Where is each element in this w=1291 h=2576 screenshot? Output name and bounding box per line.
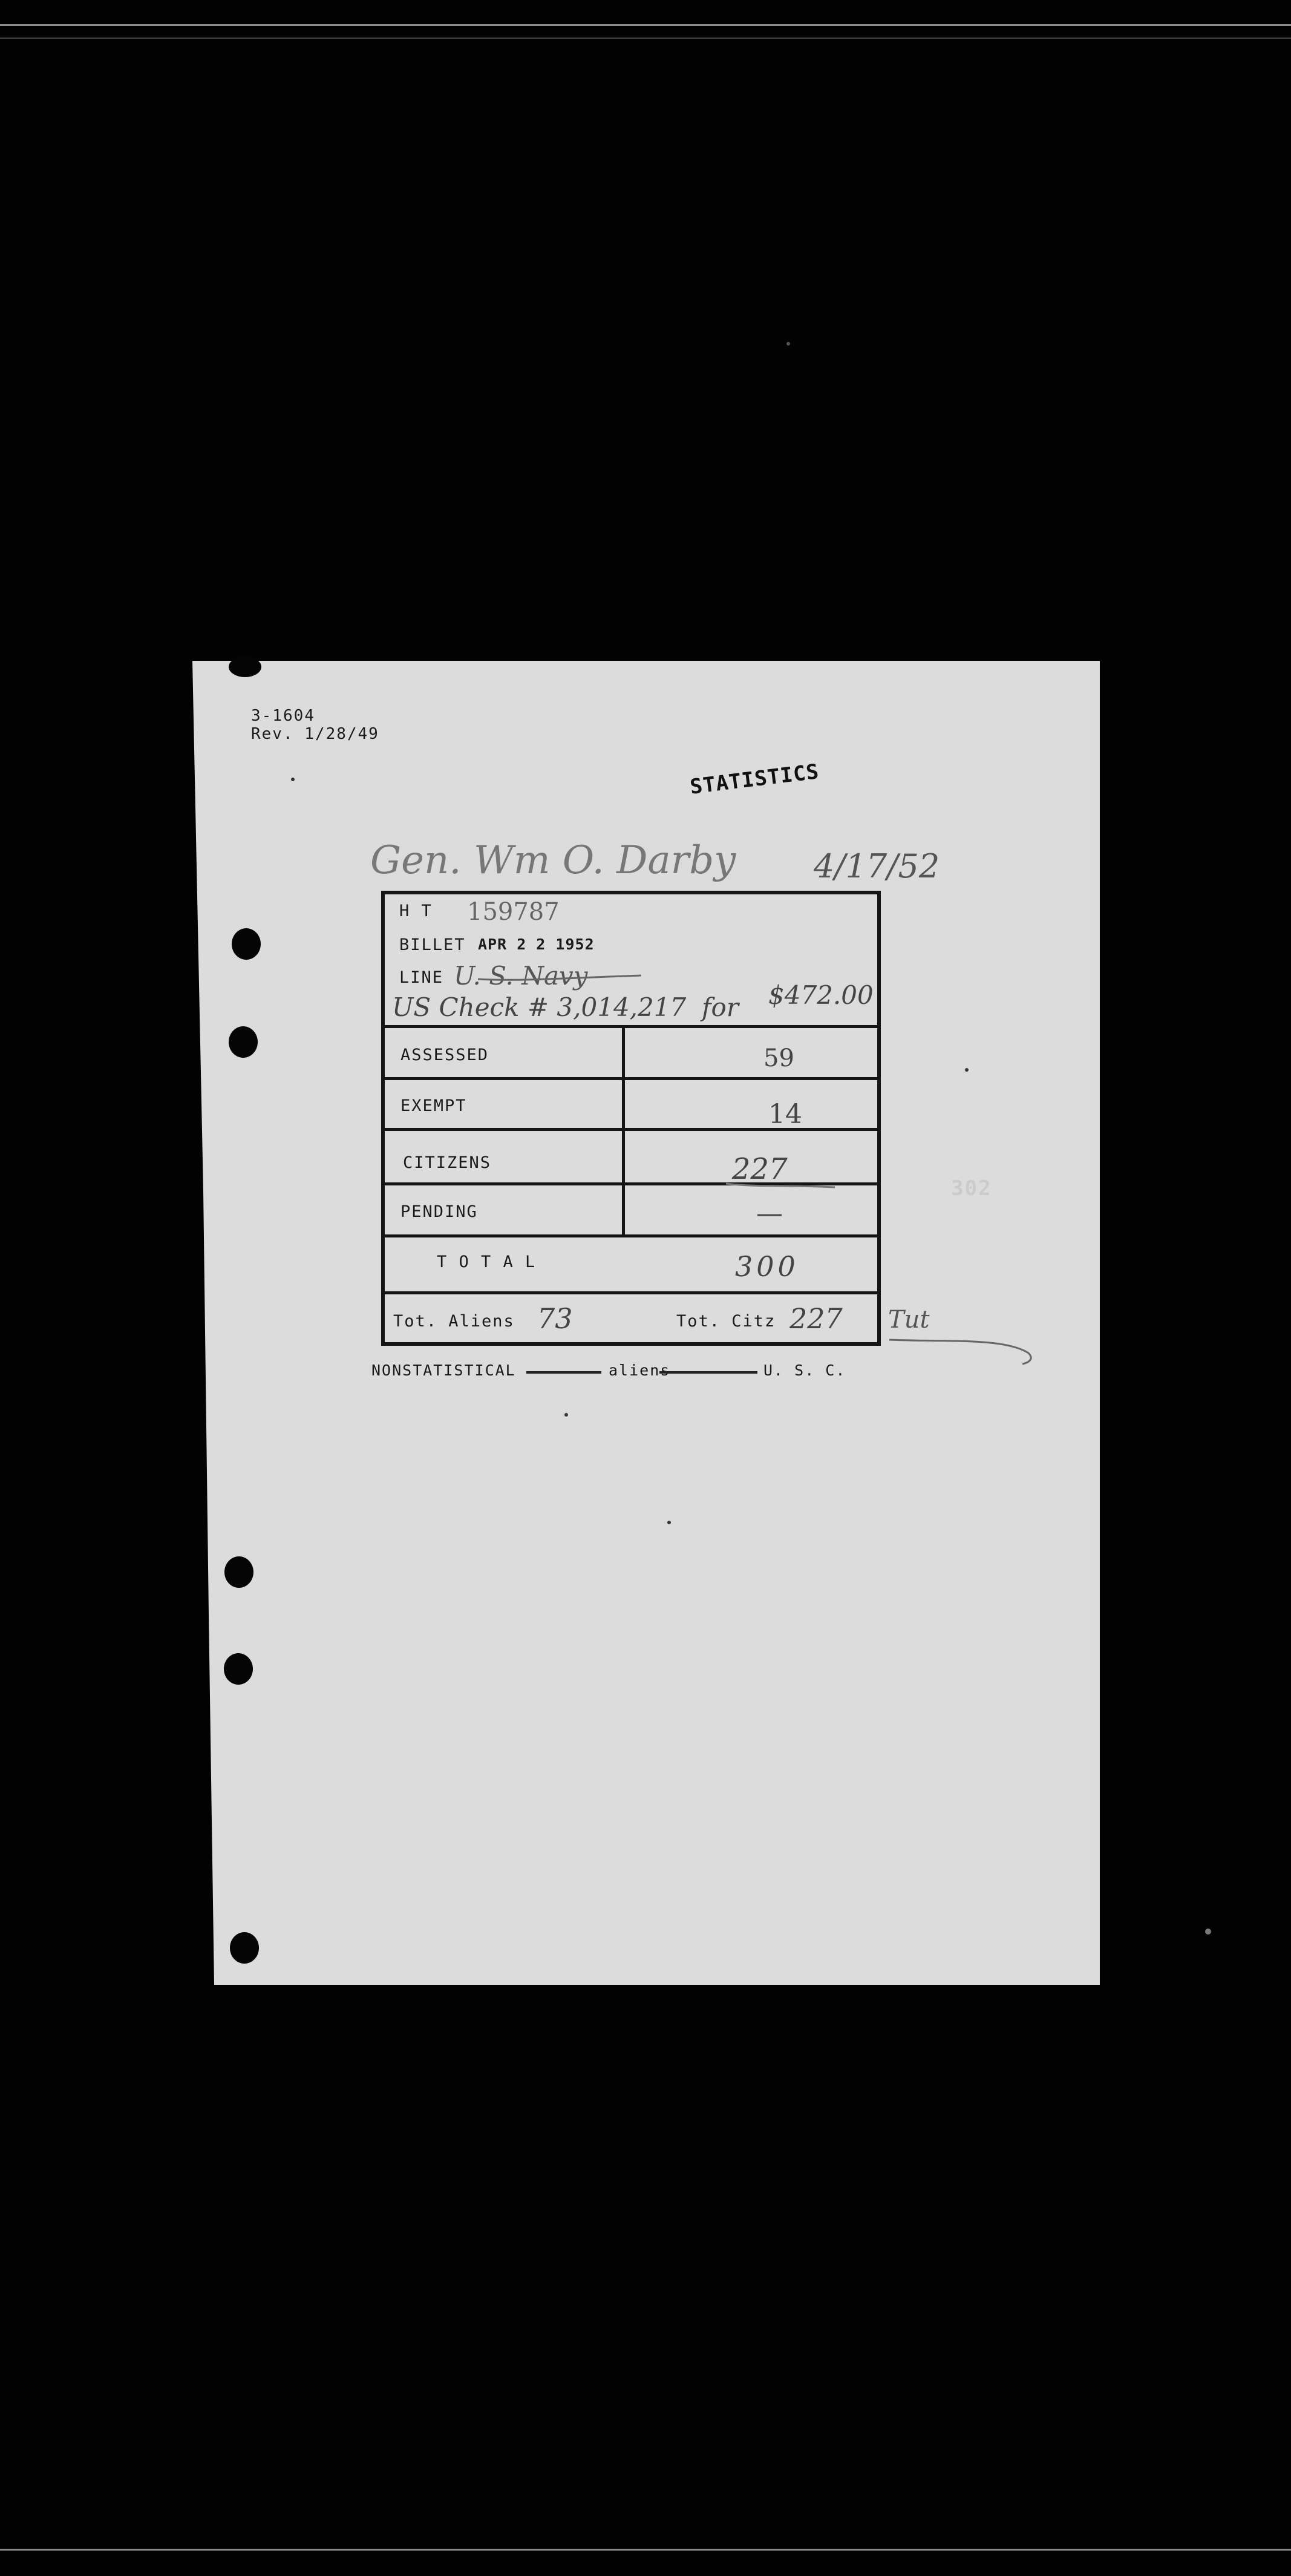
pending-value: —: [756, 1198, 783, 1229]
total-value: 300: [735, 1250, 799, 1283]
film-border-bottom: [0, 2549, 1291, 2551]
handwritten-date: 4/17/52: [814, 847, 940, 885]
tot-aliens-label: Tot. Aliens: [393, 1312, 515, 1331]
divider-row-2: [381, 1128, 881, 1131]
nonstatistical-label: NONSTATISTICAL: [371, 1362, 516, 1379]
statistics-form-box: [381, 891, 881, 1346]
exempt-label: EXEMPT: [400, 1096, 467, 1115]
punch-hole-1: [229, 657, 261, 677]
handwritten-name: Gen. Wm O. Darby: [370, 838, 736, 883]
ghost-number: 302: [951, 1176, 992, 1201]
punch-hole-2: [232, 928, 261, 960]
form-revision: Rev. 1/28/49: [251, 725, 379, 743]
pending-label: PENDING: [400, 1202, 478, 1221]
divider-row-3: [381, 1182, 881, 1185]
punch-hole-5: [224, 1653, 253, 1685]
punch-hole-3: [229, 1026, 258, 1058]
film-border-top-inner: [0, 38, 1291, 39]
ht-number: 159787: [467, 898, 560, 926]
assessed-value: 59: [763, 1044, 794, 1072]
divider-row-1: [381, 1077, 881, 1080]
exempt-value: 14: [768, 1099, 802, 1130]
citizens-value: 227: [732, 1152, 788, 1186]
statistics-stamp: STATISTICS: [688, 759, 821, 799]
billet-date-stamp: APR 2 2 1952: [478, 936, 595, 953]
usc-label: U. S. C.: [763, 1362, 846, 1379]
line-label: LINE: [399, 968, 444, 987]
film-border-top: [0, 24, 1291, 26]
ht-label: H T: [399, 902, 433, 920]
form-number: 3-1604: [251, 707, 315, 725]
aliens-label: aliens: [609, 1362, 671, 1379]
assessed-label: ASSESSED: [400, 1046, 489, 1064]
check-for: for: [702, 992, 739, 1022]
tot-aliens-value: 73: [537, 1302, 573, 1335]
tot-citz-value: 227: [789, 1302, 843, 1335]
line-value: U. S. Navy: [454, 961, 588, 991]
divider-row-4: [381, 1234, 881, 1237]
total-label: T O T A L: [437, 1253, 537, 1271]
initials-signature: Tut: [888, 1306, 930, 1334]
punch-hole-4: [224, 1556, 253, 1588]
check-amount: $472.00: [768, 980, 874, 1010]
tot-citz-label: Tot. Citz: [676, 1312, 776, 1331]
punch-hole-6: [230, 1932, 259, 1964]
check-number: US Check # 3,014,217: [392, 992, 687, 1022]
citizens-label: CITIZENS: [403, 1153, 492, 1172]
divider-header: [381, 1025, 881, 1028]
billet-label: BILLET: [399, 936, 466, 954]
column-divider: [622, 1025, 625, 1234]
divider-total: [381, 1291, 881, 1294]
